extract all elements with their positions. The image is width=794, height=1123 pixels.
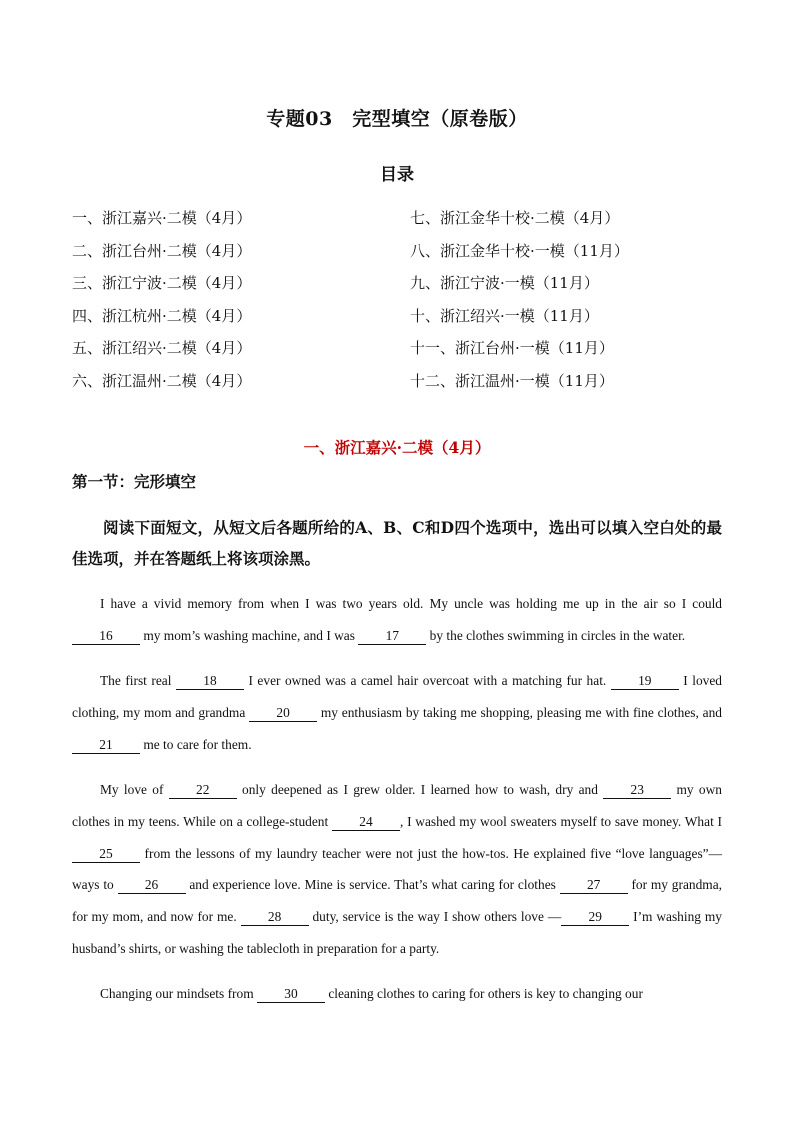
passage-text: only deepened as I grew older. I learned how to wash, dry and [236, 782, 604, 797]
blank-20: 20 [249, 705, 317, 722]
blank-24: 24 [332, 814, 400, 831]
blank-29: 29 [561, 909, 629, 926]
passage-text: by the clothes swimming in circles in the water. [426, 627, 686, 643]
blank-16: 16 [72, 628, 140, 645]
passage-text: Changing our mindsets from [100, 986, 257, 1001]
passage-paragraph-3 [72, 774, 722, 965]
toc-row [72, 272, 732, 305]
toc-row [72, 337, 732, 370]
blank-18: 18 [176, 673, 244, 690]
passage-text: cleaning clothes to caring for others is key to changing our [324, 986, 643, 1001]
toc-item[interactable]: 五、浙江绍兴·二模（4月） [72, 339, 252, 357]
blank-27: 27 [560, 877, 628, 894]
toc-row [72, 207, 732, 240]
blank-23: 23 [603, 782, 671, 799]
passage-text: I have a vivid memory from when I was two years old. My uncle was holding me up in the air so I could [100, 596, 722, 611]
toc-row [72, 370, 732, 403]
passage-text: my enthusiasm by taking me shopping, pleasing me with fine clothes, and [317, 704, 722, 720]
passage-paragraph-4 [72, 978, 722, 1010]
passage-text: I loved clothing, my mom and grandma [72, 673, 722, 720]
toc-item[interactable]: 十、浙江绍兴·一模（11月） [410, 306, 599, 325]
passage-text: The first real [100, 673, 176, 688]
toc-row [72, 305, 732, 338]
passage-text: and experience love. Mine is service. That’s what caring for clothes [185, 877, 560, 893]
passage-text: My love of [100, 782, 169, 797]
passage-text: from the lessons of my laundry teacher were not just the how-tos. He explained five “love languages”— ways to [72, 845, 722, 893]
toc-item[interactable]: 六、浙江温州·二模（4月） [72, 371, 252, 390]
toc-item[interactable]: 八、浙江金华十校·一模（11月） [410, 241, 629, 260]
toc-item[interactable]: 二、浙江台州·二模（4月） [72, 241, 252, 260]
blank-19: 19 [611, 673, 679, 690]
instruction-text: 阅读下面短文，从短文后各题所给的A、B、C和D四个选项中，选出可以填入空白处的最佳选项，并在答题纸上将该项涂黑。 [72, 518, 722, 568]
passage-text: my mom’s washing machine, and I was [140, 627, 359, 643]
toc-item[interactable]: 七、浙江金华十校·二模（4月） [410, 209, 620, 227]
passage-text: I ever owned was a camel hair overcoat with a matching fur hat. [243, 673, 611, 688]
blank-28: 28 [241, 909, 309, 926]
passage-text: for my grandma, for my mom, and now for me. [72, 877, 722, 925]
table-of-contents [72, 207, 732, 402]
passage-text: , I washed my wool sweaters myself to save money. What I [399, 813, 723, 829]
passage-text: duty, service is the way I show others love — [308, 909, 562, 925]
blank-21: 21 [72, 737, 140, 754]
section-title: 一、浙江嘉兴·二模（4月） [303, 438, 491, 457]
toc-row [72, 240, 732, 273]
blank-17: 17 [358, 628, 426, 645]
blank-30: 30 [257, 986, 325, 1003]
passage-text: I’m washing my husband’s shirts, or washing the tablecloth in preparation for a party. [72, 909, 722, 956]
toc-item[interactable]: 十二、浙江温州·一模（11月） [410, 371, 614, 390]
subsection-title: 第一节：完形填空 [72, 472, 197, 491]
passage-text: me to care for them. [140, 736, 252, 752]
passage-paragraph-2 [72, 665, 722, 760]
passage-text: my own clothes in my teens. While on a college-student [72, 782, 722, 829]
page-title: 专题03 完型填空（原卷版） [266, 108, 528, 130]
toc-item[interactable]: 三、浙江宁波·二模（4月） [72, 274, 252, 292]
blank-26: 26 [118, 877, 186, 894]
blank-25: 25 [72, 846, 140, 863]
blank-22: 22 [169, 782, 237, 799]
toc-item[interactable]: 一、浙江嘉兴·二模（4月） [72, 209, 252, 227]
toc-heading: 目录 [380, 165, 414, 185]
toc-item[interactable]: 九、浙江宁波·一模（11月） [410, 274, 599, 292]
toc-item[interactable]: 十一、浙江台州·一模（11月） [410, 339, 614, 357]
passage-paragraph-1 [72, 588, 722, 652]
toc-item[interactable]: 四、浙江杭州·二模（4月） [72, 306, 252, 325]
